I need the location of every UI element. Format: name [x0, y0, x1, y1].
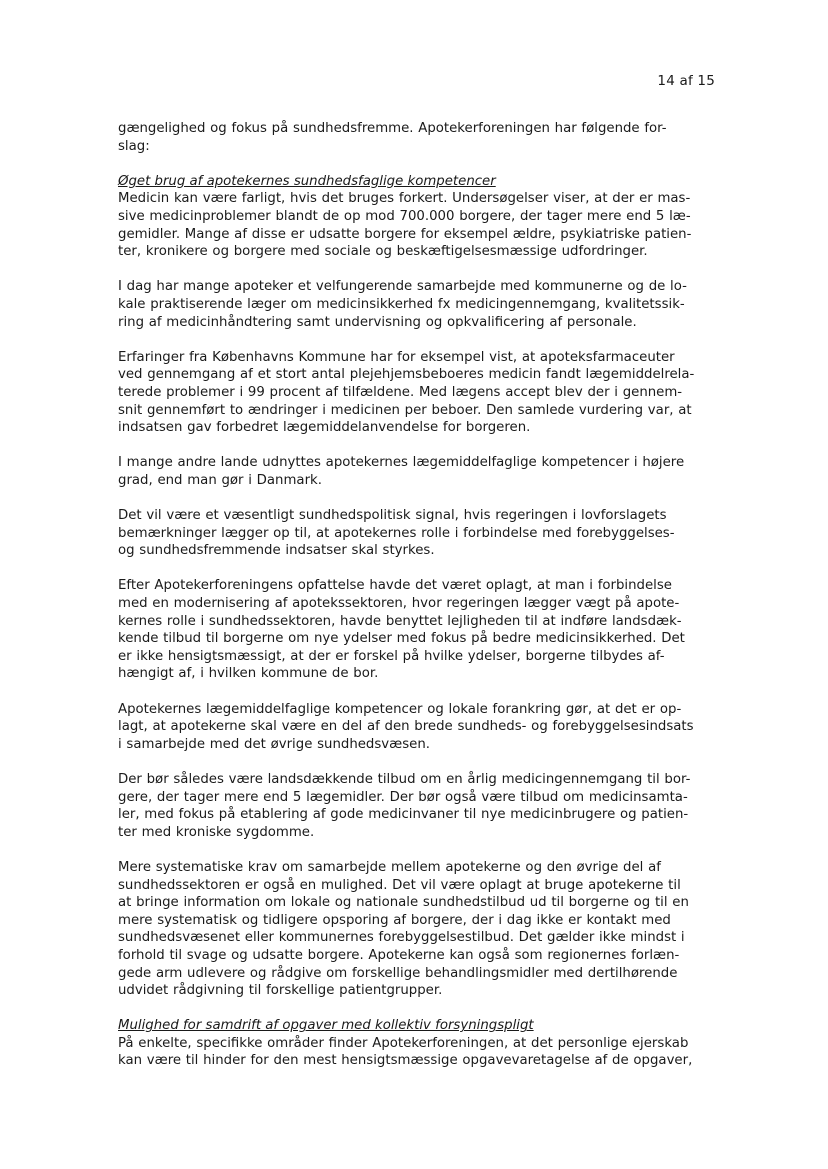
text-line: kernes rolle i sundhedssektoren, havde benyttet lejligheden til at indføre landsdæk- — [118, 613, 682, 629]
text-line: Mere systematiske krav om samarbejde mellem apotekerne og den øvrige del af — [118, 859, 661, 875]
text-line: Efter Apotekerforeningens opfattelse havde det været oplagt, at man i forbindelse — [118, 578, 672, 594]
text-line: sundhedsvæsenet eller kommunernes forebyggelsestilbud. Det gælder ikke mindst i — [118, 930, 685, 946]
text-line: ler, med fokus på etablering af gode medicinvaner til nye medicinbrugere og patien- — [118, 807, 689, 823]
text-line: sive medicinproblemer blandt de op mod 700.000 borgere, der tager mere end 5 læ- — [118, 208, 691, 224]
text-line: at bringe information om lokale og nationale sundhedstilbud ud til borgerne og til en — [118, 895, 689, 911]
text-line: kan være til hinder for den mest hensigtsmæssige opgavevaretagelse af de opgaver, — [118, 1053, 693, 1069]
text-line: terede problemer i 99 procent af tilfældene. Med lægens accept blev der i gennem- — [118, 384, 683, 400]
text-line: I mange andre lande udnyttes apotekernes lægemiddelfaglige kompetencer i højere — [118, 455, 685, 471]
text-line: slag: — [118, 138, 150, 154]
section-heading-2: Mulighed for samdrift af opgaver med kollektiv forsyningspligt — [118, 1018, 534, 1034]
text-line: indsatsen gav forbedret lægemiddelanvendelse for borgeren. — [118, 420, 531, 436]
text-line: lagt, at apotekerne skal være en del af den brede sundheds- og forebyggelsesindsats — [118, 719, 694, 735]
section-heading-1: Øget brug af apotekernes sundhedsfaglige kompetencer — [118, 173, 496, 189]
paragraph-5 — [118, 454, 716, 489]
text-line: Medicin kan være farligt, hvis det bruges forkert. Undersøgelser viser, at der er mas- — [118, 191, 691, 207]
paragraph-8 — [118, 701, 716, 754]
text-line: er ikke hensigtsmæssigt, at der er forskel på hvilke ydelser, borgerne tilbydes af- — [118, 648, 665, 664]
paragraph-4 — [118, 349, 716, 437]
paragraph-3 — [118, 278, 716, 331]
text-line: På enkelte, specifikke områder finder Apotekerforeningen, at det personlige ejerskab — [118, 1035, 689, 1051]
text-line: kende tilbud til borgerne om nye ydelser med fokus på bedre medicinsikkerhed. Det — [118, 631, 685, 647]
paragraph-10 — [118, 859, 716, 1000]
text-line: bemærkninger lægger op til, at apotekernes rolle i forbindelse med forebyggelses- — [118, 525, 675, 541]
text-line: grad, end man gør i Danmark. — [118, 472, 322, 488]
text-line: gere, der tager mere end 5 lægemidler. Der bør også være tilbud om medicinsamta- — [118, 789, 688, 805]
paragraph-11 — [118, 1035, 716, 1070]
text-line: forhold til svage og udsatte borgere. Apotekerne kan også som regionernes forlæn- — [118, 947, 680, 963]
text-line: ter med kroniske sygdomme. — [118, 824, 315, 840]
paragraph-2 — [118, 190, 716, 260]
text-line: udvidet rådgivning til forskellige patientgrupper. — [118, 983, 443, 999]
text-line: ved gennemgang af et stort antal plejehjemsbeboeres medicin fandt lægemiddelrela- — [118, 367, 695, 383]
text-line: med en modernisering af apotekssektoren, hvor regeringen lægger vægt på apote- — [118, 596, 680, 612]
text-line: gemidler. Mange af disse er udsatte borgere for eksempel ældre, psykiatriske patien- — [118, 226, 692, 242]
text-line: Erfaringer fra Københavns Kommune har for eksempel vist, at apoteksfarmaceuter — [118, 349, 675, 365]
text-line: I dag har mange apoteker et velfungerende samarbejde med kommunerne og de lo- — [118, 279, 687, 295]
text-line: Det vil være et væsentligt sundhedspolitisk signal, hvis regeringen i lovforslagets — [118, 508, 667, 524]
paragraph-7 — [118, 577, 716, 683]
text-line: ring af medicinhåndtering samt undervisning og opkvalificering af personale. — [118, 314, 637, 330]
text-line: og sundhedsfremmende indsatser skal styrkes. — [118, 543, 435, 559]
text-line: mere systematisk og tidligere opsporing af borgere, der i dag ikke er kontakt med — [118, 912, 671, 928]
text-line: sundhedssektoren er også en mulighed. Det vil være oplagt at bruge apotekerne til — [118, 877, 681, 893]
paragraph-1 — [118, 120, 716, 155]
text-line: ter, kronikere og borgere med sociale og beskæftigelsesmæssige udfordringer. — [118, 244, 648, 260]
text-line: snit gennemført to ændringer i medicinen per beboer. Den samlede vurdering var, at — [118, 402, 692, 418]
paragraph-9 — [118, 771, 716, 841]
document-body — [118, 120, 716, 1070]
text-line: kale praktiserende læger om medicinsikkerhed fx medicingennemgang, kvalitetssik- — [118, 296, 685, 312]
text-line: Apotekernes lægemiddelfaglige kompetencer og lokale forankring gør, at det er op- — [118, 701, 682, 717]
page-number: 14 af 15 — [657, 73, 715, 89]
text-line: gængelighed og fokus på sundhedsfremme. Apotekerforeningen har følgende for- — [118, 121, 667, 136]
text-line: i samarbejde med det øvrige sundhedsvæsen. — [118, 736, 430, 752]
text-line: gede arm udlevere og rådgive om forskellige behandlingsmidler med dertilhørende — [118, 965, 678, 981]
paragraph-6 — [118, 507, 716, 560]
text-line: hængigt af, i hvilken kommune de bor. — [118, 666, 379, 682]
text-line: Der bør således være landsdækkende tilbud om en årlig medicingennemgang til bor- — [118, 771, 691, 787]
